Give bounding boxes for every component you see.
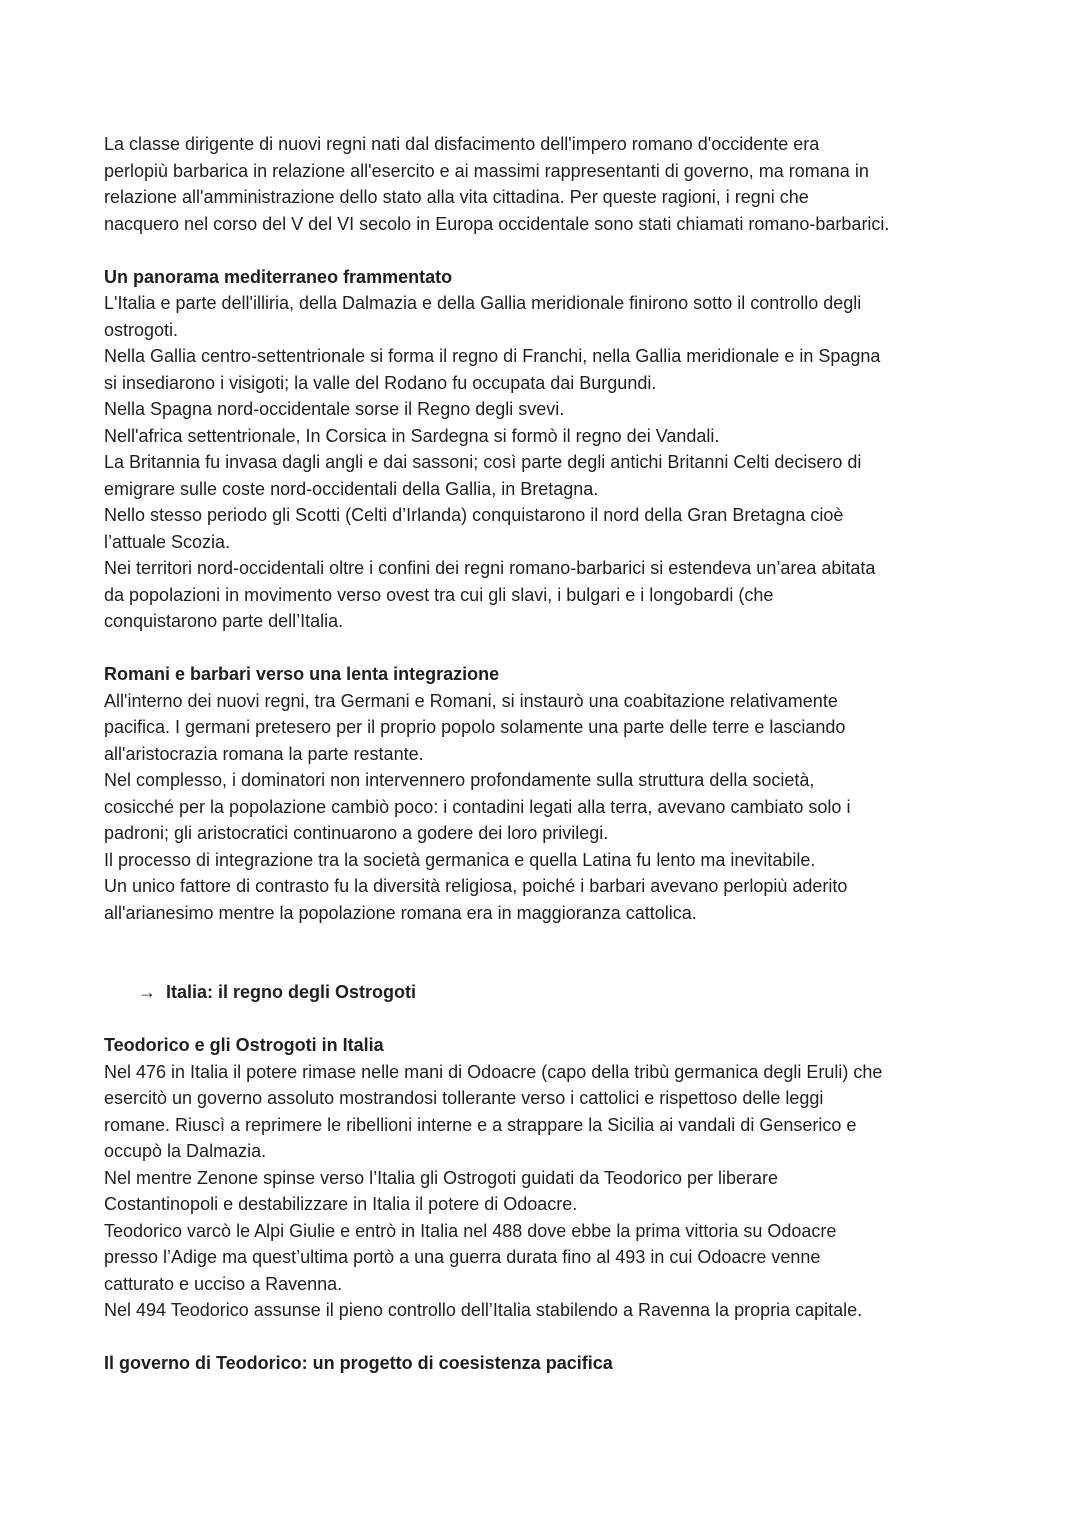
text-line: Nel mentre Zenone spinse verso l’Italia gli Ostrogoti guidati da Teodorico per liberare bbox=[104, 1167, 779, 1188]
text-line: all'arianesimo mentre la popolazione romana era in maggioranza cattolica. bbox=[104, 902, 697, 923]
text-line: Nel 476 in Italia il potere rimase nelle mani di Odoacre (capo della tribù germanica degli Eruli) che bbox=[104, 1061, 883, 1082]
text-line: Nel complesso, i dominatori non intervennero profondamente sulla struttura della società, bbox=[104, 770, 815, 790]
section-teodorico bbox=[104, 1032, 984, 1324]
section-panorama bbox=[104, 264, 984, 635]
text-line: Nello stesso periodo gli Scotti (Celti d’Irlanda) conquistarono il nord della Gran Bretagna cioè bbox=[104, 505, 844, 525]
section-heading: Romani e barbari verso una lenta integrazione bbox=[104, 664, 500, 684]
spacer bbox=[104, 1006, 984, 1033]
text-line: esercitò un governo assoluto mostrandosi tollerante verso i cattolici e rispettoso delle leggi bbox=[104, 1088, 824, 1108]
text-line: emigrare sulle coste nord-occidentali della Gallia, in Bretagna. bbox=[104, 478, 599, 499]
text-line: si insediarono i visigoti; la valle del Rodano fu occupata dai Burgundi. bbox=[104, 372, 657, 393]
text-line: ostrogoti. bbox=[104, 319, 179, 340]
text-line: Nei territori nord-occidentali oltre i confini dei regni romano-barbarici si estendeva un’area abitata bbox=[104, 558, 876, 578]
intro-paragraph bbox=[104, 131, 984, 237]
text-line: Nell'africa settentrionale, In Corsica in Sardegna si formò il regno dei Vandali. bbox=[104, 425, 720, 446]
chapter-title: Italia: il regno degli Ostrogoti bbox=[166, 982, 417, 1002]
text-line: catturato e ucciso a Ravenna. bbox=[104, 1273, 343, 1294]
text-line: Un unico fattore di contrasto fu la diversità religiosa, poiché i barbari avevano perlopiù aderito bbox=[104, 876, 848, 896]
text-line: La classe dirigente di nuovi regni nati dal disfacimento dell'impero romano d'occidente era bbox=[104, 134, 820, 154]
text-line: nacquero nel corso del V del VI secolo in Europa occidentale sono stati chiamati romano-barbarici. bbox=[104, 213, 890, 234]
text-line: all'aristocrazia romana la parte restante. bbox=[104, 743, 424, 764]
text-line: Nella Spagna nord-occidentale sorse il Regno degli svevi. bbox=[104, 399, 565, 419]
text-line: padroni; gli aristocratici continuarono a godere dei loro privilegi. bbox=[104, 823, 609, 843]
text-line: La Britannia fu invasa dagli angli e dai sassoni; così parte degli antichi Britanni Celti decisero di bbox=[104, 452, 862, 472]
spacer bbox=[104, 926, 984, 979]
arrow-right-icon: → bbox=[138, 982, 156, 1002]
text-line: relazione all'amministrazione dello stato alla vita cittadina. Per queste ragioni, i regni che bbox=[104, 187, 809, 207]
document-page bbox=[104, 131, 984, 1377]
text-line: cosicché per la popolazione cambiò poco: i contadini legati alla terra, avevano cambiato solo i bbox=[104, 796, 851, 817]
text-line: L'Italia e parte dell'illiria, della Dalmazia e della Gallia meridionale finirono sotto il controllo degli bbox=[104, 293, 862, 313]
text-line: Nella Gallia centro-settentrionale si forma il regno di Franchi, nella Gallia meridionale e in Spagna bbox=[104, 346, 881, 366]
section-heading: Un panorama mediterraneo frammentato bbox=[104, 266, 453, 287]
section-heading: Il governo di Teodorico: un progetto di coesistenza pacifica bbox=[104, 1353, 613, 1373]
spacer bbox=[104, 1324, 984, 1351]
spacer bbox=[104, 237, 984, 264]
section-integrazione bbox=[104, 661, 984, 926]
text-line: presso l’Adige ma quest’ultima portò a una guerra durata fino al 493 in cui Odoacre venne bbox=[104, 1247, 821, 1267]
spacer bbox=[104, 635, 984, 662]
text-line: All'interno dei nuovi regni, tra Germani e Romani, si instaurò una coabitazione relativamente bbox=[104, 690, 838, 711]
text-line: conquistarono parte dell’Italia. bbox=[104, 611, 344, 631]
text-line: Costantinopoli e destabilizzare in Italia il potere di Odoacre. bbox=[104, 1194, 578, 1214]
text-line: perlopiù barbarica in relazione all'esercito e ai massimi rappresentanti di governo, ma romana in bbox=[104, 160, 869, 181]
text-line: Il processo di integrazione tra la società germanica e quella Latina fu lento ma inevitabile. bbox=[104, 849, 816, 870]
text-line: da popolazioni in movimento verso ovest tra cui gli slavi, i bulgari e i longobardi (che bbox=[104, 584, 774, 605]
text-line: l’attuale Scozia. bbox=[104, 531, 231, 552]
text-line: pacifica. I germani pretesero per il proprio popolo solamente una parte delle terre e lasciando bbox=[104, 717, 846, 737]
chapter-heading bbox=[104, 979, 984, 1006]
text-line: occupò la Dalmazia. bbox=[104, 1141, 267, 1161]
text-line: Teodorico varcò le Alpi Giulie e entrò in Italia nel 488 dove ebbe la prima vittoria su Odoacre bbox=[104, 1220, 837, 1241]
text-line: Nel 494 Teodorico assunse il pieno controllo dell’Italia stabilendo a Ravenna la propria capitale. bbox=[104, 1300, 863, 1320]
section-heading: Teodorico e gli Ostrogoti in Italia bbox=[104, 1035, 384, 1055]
section-governo bbox=[104, 1350, 984, 1377]
text-line: romane. Riuscì a reprimere le ribellioni interne e a strappare la Sicilia ai vandali di Genserico e bbox=[104, 1114, 857, 1135]
